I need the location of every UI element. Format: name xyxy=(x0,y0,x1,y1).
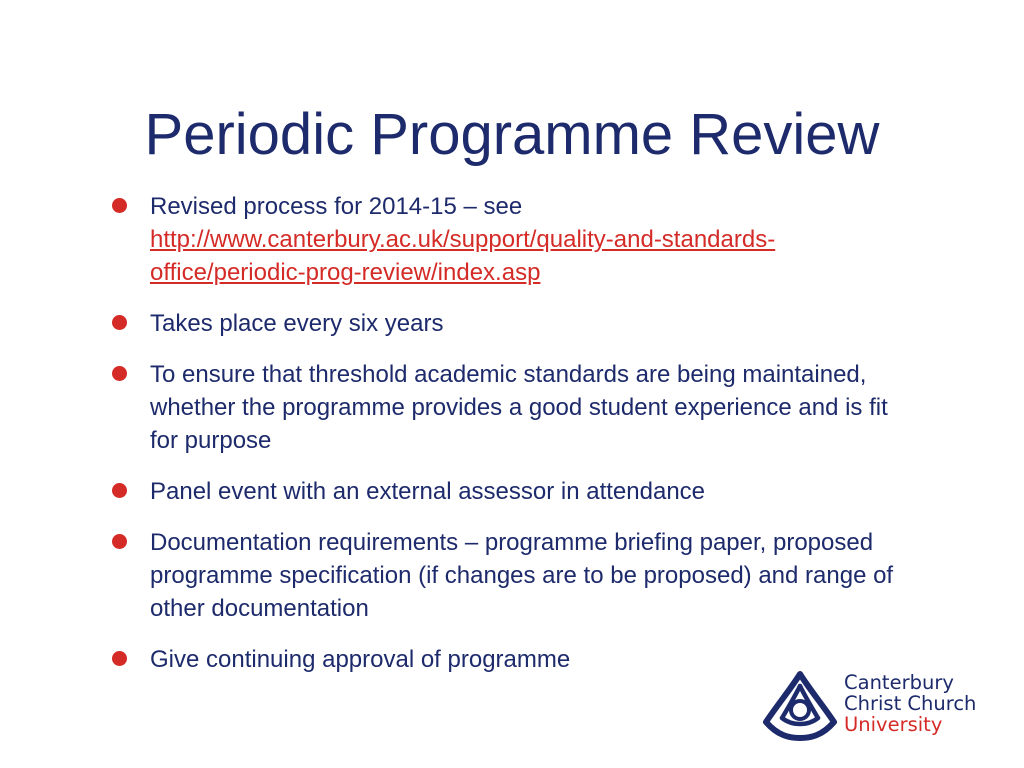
university-logo xyxy=(760,668,990,748)
logo-line-canterbury: Canterbury xyxy=(844,671,954,694)
bullet-item-documentation xyxy=(112,526,902,625)
bullet-text: Panel event with an external assessor in attendance xyxy=(150,478,706,505)
bullet-item-process xyxy=(112,190,902,289)
bullet-item-panel xyxy=(112,475,902,508)
bullet-text: Give continuing approval of programme xyxy=(150,646,571,673)
logo-line-christ-church: Christ Church xyxy=(844,692,977,715)
bullet-dot-icon xyxy=(112,315,127,330)
bullet-text: To ensure that threshold academic standards are being maintained, whether the programme provides a good student experience and is fit for purpose xyxy=(150,361,888,454)
bullet-text: Revised process for 2014-15 – see xyxy=(150,193,523,220)
ccu-crest-icon xyxy=(760,668,840,744)
bullet-text: Documentation requirements – programme briefing paper, proposed programme specification (if changes are to be proposed) and range of other documentation xyxy=(150,529,894,622)
bullet-dot-icon xyxy=(112,534,127,549)
bullet-text: Takes place every six years xyxy=(150,310,444,337)
bullet-item-purpose xyxy=(112,358,902,457)
bullet-item-frequency xyxy=(112,307,902,340)
bullet-dot-icon xyxy=(112,651,127,666)
logo-text xyxy=(844,672,976,735)
bullet-dot-icon xyxy=(112,366,127,381)
slide-title: Periodic Programme Review xyxy=(144,102,880,167)
logo-line-university: University xyxy=(844,713,943,736)
bullet-dot-icon xyxy=(112,198,127,213)
bullet-dot-icon xyxy=(112,483,127,498)
process-link[interactable]: http://www.canterbury.ac.uk/support/quality-and-standards-office/periodic-prog-review/index.asp xyxy=(150,226,776,286)
bullet-list xyxy=(112,190,902,694)
